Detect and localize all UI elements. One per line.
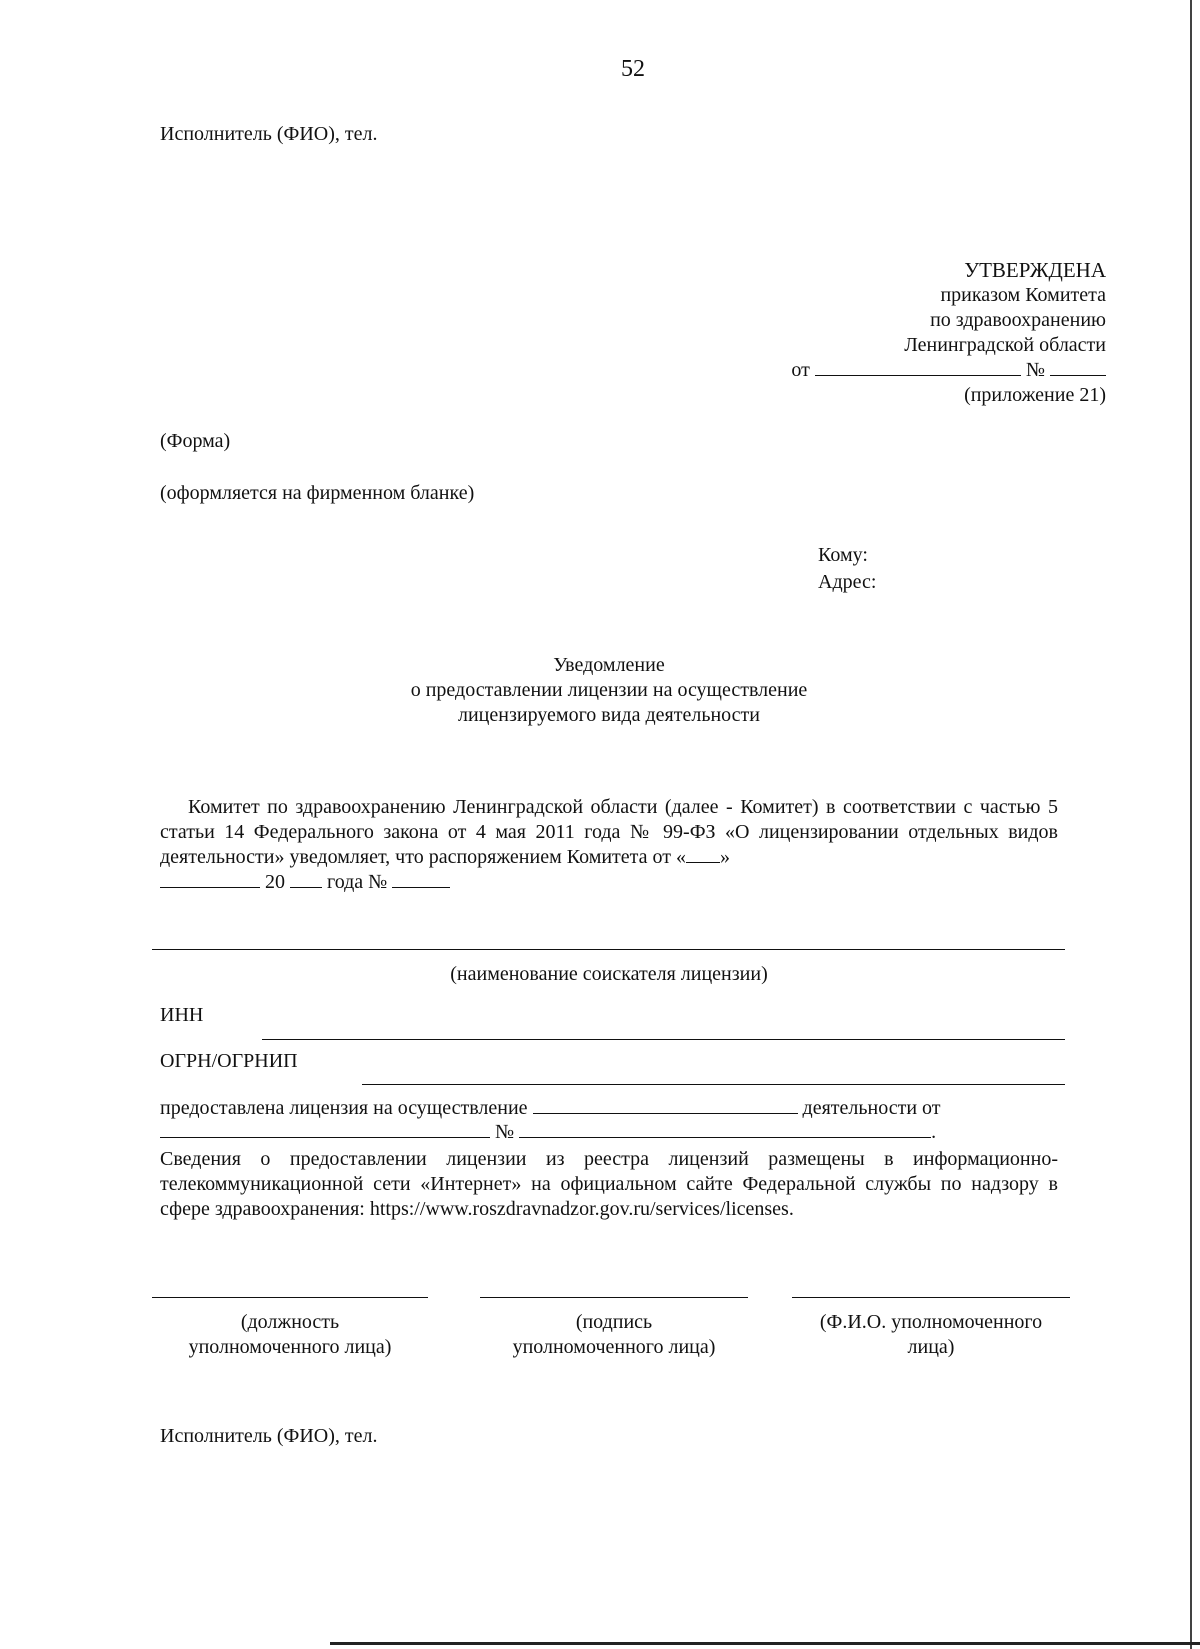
notice-body — [160, 795, 1058, 895]
year-prefix: 20 — [265, 871, 285, 893]
recipient-to-label: Кому: — [818, 544, 868, 566]
license-period: . — [931, 1121, 937, 1143]
order-day-blank[interactable] — [686, 862, 720, 863]
inn-label: ИНН — [160, 1004, 204, 1026]
recipient-address-label: Адрес: — [818, 571, 877, 593]
registry-info: Сведения о предоставлении лицензии из реестра лицензий размещены в информационно-телекоммуникационной сети «Интернет» на официальном сайте Федеральной службы по надзору в сфере здравоохранения: https://www.roszdravnadzor.gov.ru/services/licenses. — [160, 1148, 1058, 1220]
approval-date-blank[interactable] — [815, 375, 1021, 376]
year-suffix: года № — [327, 871, 388, 893]
inn-line[interactable] — [262, 1039, 1065, 1040]
scan-edge-right — [1190, 0, 1192, 1649]
license-date-blank[interactable] — [160, 1137, 490, 1138]
notice-body-paragraph: Комитет по здравоохранению Ленинградской области (далее - Комитет) в соответствии с частью 5 статьи 14 Федерального закона от 4 мая 2011 года № 99-ФЗ «О лицензировании отдельных видов деятельности» уведомляет, что распоряжением Комитета от « — [160, 796, 1058, 868]
approval-line-2: по здравоохранению — [930, 309, 1106, 331]
approval-appendix: (приложение 21) — [964, 384, 1106, 406]
letterhead-note: (оформляется на фирменном бланке) — [160, 482, 475, 504]
notice-title-line-2: о предоставлении лицензии на осуществление — [410, 679, 808, 701]
applicant-name-line[interactable] — [152, 949, 1065, 950]
scan-edge-bottom — [330, 1642, 1200, 1645]
notice-quote-close: » — [720, 846, 731, 868]
approval-date-line — [791, 358, 1106, 383]
license-granted-text: предоставлена лицензия на осуществление — [160, 1097, 528, 1119]
approval-block — [791, 258, 1106, 408]
license-number-label: № — [495, 1121, 515, 1143]
license-activity-from: деятельности от — [802, 1097, 941, 1119]
position-caption-line-2: уполномоченного лица) — [188, 1336, 392, 1358]
name-caption-line-1: (Ф.И.О. уполномоченного — [819, 1311, 1043, 1333]
position-caption-line-1: (должность — [240, 1311, 340, 1333]
name-caption — [792, 1310, 1070, 1360]
form-label: (Форма) — [160, 430, 231, 452]
footer-executor: Исполнитель (ФИО), тел. — [160, 1425, 378, 1447]
signature-caption — [480, 1310, 748, 1360]
signature-line[interactable] — [480, 1297, 748, 1298]
notice-title-line-3: лицензируемого вида деятельности — [458, 704, 760, 726]
position-signature-line[interactable] — [152, 1297, 428, 1298]
approval-from-label: от — [791, 359, 810, 381]
signature-caption-line-2: уполномоченного лица) — [512, 1336, 716, 1358]
header-executor: Исполнитель (ФИО), тел. — [160, 123, 378, 145]
order-year-blank[interactable] — [290, 887, 322, 888]
approval-number-blank[interactable] — [1050, 375, 1106, 376]
order-month-blank[interactable] — [160, 887, 260, 888]
order-number-blank[interactable] — [392, 887, 450, 888]
name-signature-line[interactable] — [792, 1297, 1070, 1298]
approval-number-label: № — [1025, 359, 1045, 381]
license-number-line — [160, 1121, 936, 1144]
notice-title — [0, 653, 1200, 728]
ogrn-label: ОГРН/ОГРНИП — [160, 1050, 298, 1072]
license-granted-line — [160, 1097, 941, 1120]
ogrn-line[interactable] — [362, 1084, 1065, 1085]
notice-title-line-1: Уведомление — [553, 654, 665, 676]
approval-line-1: приказом Комитета — [940, 284, 1106, 306]
page-number: 52 — [621, 56, 645, 82]
approval-heading: УТВЕРЖДЕНА — [964, 258, 1106, 282]
notice-date-line — [160, 870, 1058, 895]
signature-caption-line-1: (подпись — [575, 1311, 653, 1333]
license-number-blank[interactable] — [519, 1137, 931, 1138]
approval-line-3: Ленинградской области — [904, 334, 1106, 356]
activity-type-blank[interactable] — [533, 1113, 798, 1114]
applicant-caption: (наименование соискателя лицензии) — [450, 963, 768, 985]
name-caption-line-2: лица) — [907, 1336, 955, 1358]
position-caption — [152, 1310, 428, 1360]
recipient-block — [818, 542, 876, 596]
